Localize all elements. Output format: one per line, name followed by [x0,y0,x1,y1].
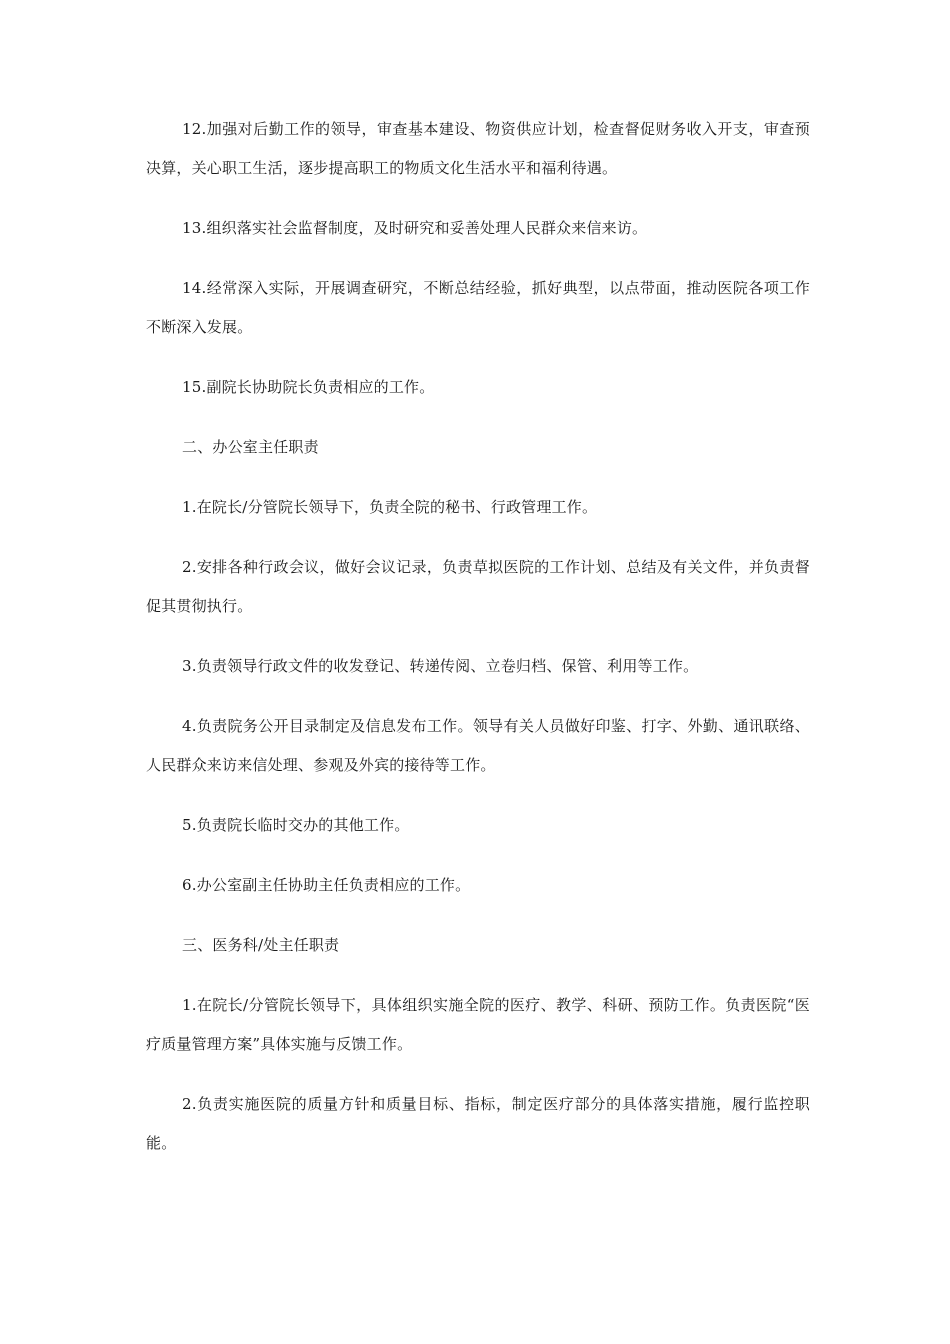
paragraph-item-14: 14.经常深入实际，开展调查研究，不断总结经验，抓好典型，以点带面，推动医院各项工作不断深入发展。 [146,279,810,336]
section-heading-medical-affairs: 三、医务科/处主任职责 [182,936,340,954]
office-duty-5: 5.负责院长临时交办的其他工作。 [182,816,410,834]
medical-duty-2: 2.负责实施医院的质量方针和质量目标、指标，制定医疗部分的具体落实措施，履行监控职能。 [146,1095,810,1152]
document-page [146,110,810,1163]
paragraph-item-12: 12.加强对后勤工作的领导，审查基本建设、物资供应计划，检查督促财务收入开支，审查预决算，关心职工生活，逐步提高职工的物质文化生活水平和福利待遇。 [146,120,810,177]
paragraph-item-13: 13.组织落实社会监督制度，及时研究和妥善处理人民群众来信来访。 [182,219,648,237]
office-duty-2: 2.安排各种行政会议，做好会议记录，负责草拟医院的工作计划、总结及有关文件，并负责督促其贯彻执行。 [146,558,810,615]
office-duty-1: 1.在院长/分管院长领导下，负责全院的秘书、行政管理工作。 [182,498,598,516]
medical-duty-1: 1.在院长/分管院长领导下，具体组织实施全院的医疗、教学、科研、预防工作。负责医院“医疗质量管理方案”具体实施与反馈工作。 [146,996,810,1053]
office-duty-3: 3.负责领导行政文件的收发登记、转递传阅、立卷归档、保管、利用等工作。 [182,657,699,675]
section-heading-office-director: 二、办公室主任职责 [182,438,319,456]
office-duty-6: 6.办公室副主任协助主任负责相应的工作。 [182,876,471,894]
office-duty-4: 4.负责院务公开目录制定及信息发布工作。领导有关人员做好印鉴、打字、外勤、通讯联络、人民群众来访来信处理、参观及外宾的接待等工作。 [146,717,810,774]
paragraph-item-15: 15.副院长协助院长负责相应的工作。 [182,378,435,396]
